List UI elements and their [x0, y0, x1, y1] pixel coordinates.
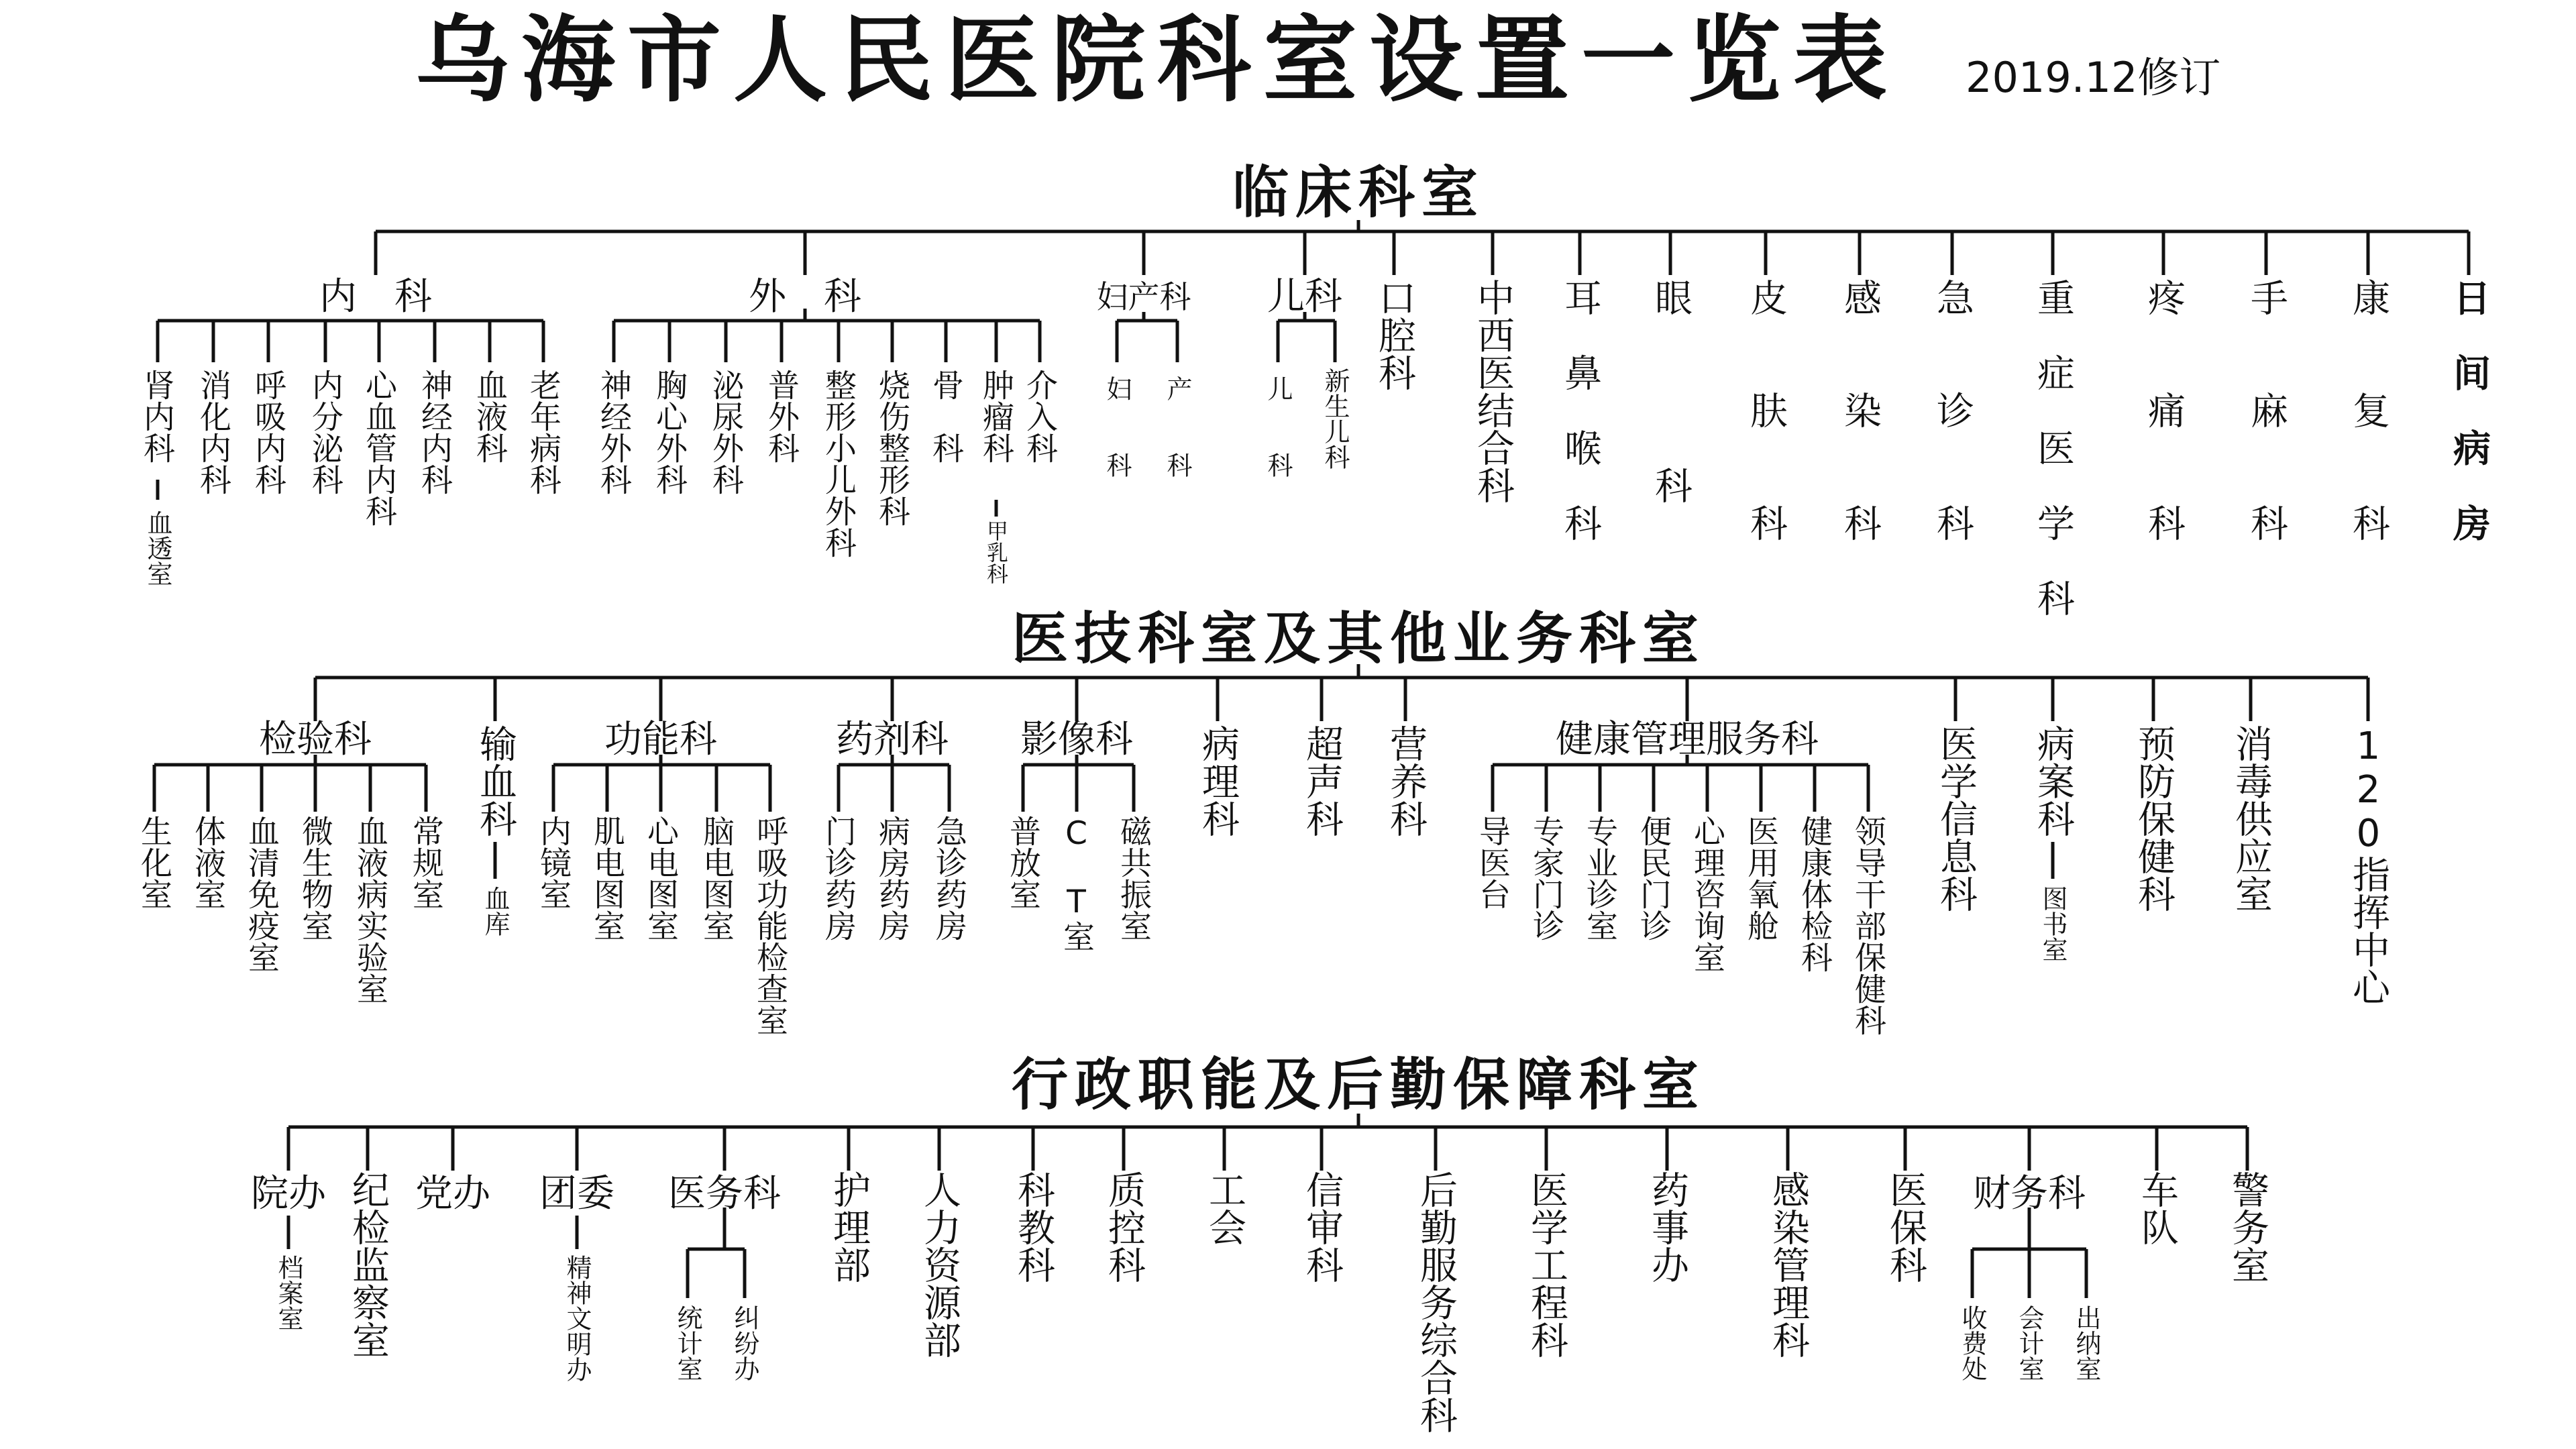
dept-erbihou: 耳 鼻 喉 科 — [1558, 278, 1602, 541]
dept-pifu: 皮 肤 科 — [1744, 278, 1788, 541]
dept-huli: 护理部 — [827, 1171, 871, 1283]
dept-yaoji-sub: 门诊药房 — [820, 815, 857, 941]
dept-caiwu-sub: 收费处 — [1957, 1305, 1987, 1381]
dept-yingxiang-sub: 普放室 — [1004, 815, 1041, 910]
dept-waike-sub: 胸心外科 — [651, 369, 688, 495]
dept-yixuegongcheng: 医学工程科 — [1525, 1171, 1568, 1358]
dept-waike-sub: 骨 科 — [927, 369, 964, 464]
dept-jiankang-sub: 导医台 — [1474, 815, 1511, 910]
dept-yingxiang-sub: 磁共振室 — [1115, 815, 1152, 941]
section-heading-medtech: 医技科室及其他业务科室 — [1011, 605, 1705, 672]
dept-zhikong: 质控科 — [1102, 1171, 1146, 1283]
dept-jianyan-sub: 常规室 — [407, 815, 444, 910]
dept-xuetou: 血透室 — [143, 510, 172, 586]
dept-jianyan-sub: 体液室 — [189, 815, 226, 910]
dept-jianyan-sub: 血液病实验室 — [352, 815, 388, 1004]
dept-jiankang-sub: 心理咨询室 — [1688, 815, 1725, 973]
dept-120: 120指挥中心 — [2347, 724, 2390, 1006]
dept-houqin: 后勤服务综合科 — [1414, 1171, 1458, 1434]
dept-caiwu-sub: 出纳室 — [2072, 1305, 2101, 1381]
dept-zhongzheng: 重 症 医 学 科 — [2031, 278, 2075, 616]
dept-waike-sub: 泌尿外科 — [707, 369, 744, 495]
dept-neike-sub: 肾内科 — [138, 369, 175, 464]
dept-chaosheng: 超声科 — [1300, 724, 1344, 837]
section-heading-admin: 行政职能及后勤保障科室 — [1011, 1051, 1705, 1118]
dept-neike-sub: 内分泌科 — [307, 369, 343, 495]
dept-neike-sub: 消化内科 — [195, 369, 231, 495]
dept-gongneng-sub: 内镜室 — [535, 815, 572, 910]
dept-gongneng: 功能科 — [604, 718, 717, 761]
dept-fuchan-sub: 妇 科 — [1102, 376, 1132, 478]
dept-rijian: 日 间 病 房 — [2447, 278, 2491, 541]
dept-waike-sub: 肿瘤科 — [977, 369, 1014, 464]
dept-jizhen: 急 诊 科 — [1931, 278, 1974, 541]
dept-jingshen: 精神文明办 — [562, 1254, 592, 1382]
dept-jianyan-sub: 血清免疫室 — [243, 815, 280, 973]
dept-fuchan: 妇产科 — [1096, 279, 1191, 316]
dept-yiwu-sub: 统计室 — [673, 1305, 702, 1381]
dept-kejiao: 科教科 — [1012, 1171, 1055, 1283]
dept-zhongxiyi: 中西医结合科 — [1471, 278, 1515, 504]
dept-dangban: 党办 — [415, 1172, 490, 1216]
dept-yaoji-sub: 急诊药房 — [930, 815, 967, 941]
dept-renli: 人力资源部 — [918, 1171, 961, 1358]
dept-gongneng-sub: 肌电图室 — [588, 815, 625, 941]
dept-jiaru: 甲乳科 — [983, 520, 1009, 584]
dept-jianyan-sub: 微生物室 — [297, 815, 333, 941]
dept-jiankang-sub: 专家门诊 — [1527, 815, 1564, 941]
dept-yingxiang-sub: C T室 — [1058, 815, 1095, 952]
dept-waike: 外 科 — [749, 275, 861, 319]
dept-jiankang: 健康管理服务科 — [1556, 718, 1819, 761]
dept-ganran: 感 染 科 — [1838, 278, 1882, 541]
dept-neike-sub: 心血管内科 — [360, 369, 397, 527]
dept-jiankang-sub: 医用氧舱 — [1742, 815, 1779, 941]
dept-fuchan-sub: 产 科 — [1163, 376, 1192, 478]
dept-yiwu: 医务科 — [668, 1172, 781, 1216]
dept-yingyang: 营养科 — [1384, 724, 1428, 837]
dept-gongneng-sub: 心电图室 — [642, 815, 679, 941]
dept-tuanwei: 团委 — [539, 1172, 614, 1216]
dept-tushu: 图书室 — [2038, 885, 2068, 962]
dept-jiankang-sub: 领导干部保健科 — [1849, 815, 1886, 1036]
section-heading-clinical: 临床科室 — [1232, 159, 1485, 225]
dept-jiankang-sub: 专业诊室 — [1581, 815, 1618, 941]
dept-ganranguanli: 感染管理科 — [1766, 1171, 1810, 1358]
dept-xueku: 血库 — [480, 885, 510, 936]
dept-neike-sub: 血液科 — [471, 369, 508, 464]
dept-xinshen: 信审科 — [1300, 1171, 1344, 1283]
dept-yingxiang: 影像科 — [1020, 718, 1133, 761]
dept-erke-sub: 儿 科 — [1263, 376, 1293, 478]
dept-tengtong: 疼 痛 科 — [2142, 278, 2186, 541]
dept-yuanban: 院办 — [251, 1172, 326, 1216]
dept-jiankang-sub: 健康体检科 — [1796, 815, 1833, 973]
dept-yaoji-sub: 病房药房 — [873, 815, 910, 941]
dept-yiwu-sub: 纠纷办 — [730, 1305, 759, 1381]
dept-gongneng-sub: 脑电图室 — [698, 815, 735, 941]
dept-bingli: 病理科 — [1196, 724, 1240, 837]
dept-waike-sub: 普外科 — [763, 369, 800, 464]
dept-waike-sub: 整形小儿外科 — [820, 369, 857, 558]
dept-jingwu: 警务室 — [2226, 1171, 2269, 1283]
dept-neike: 内 科 — [319, 275, 432, 319]
dept-chedui: 车队 — [2135, 1171, 2179, 1246]
dept-caiwu: 财务科 — [1973, 1172, 2086, 1216]
dept-shouma: 手 麻 科 — [2245, 278, 2288, 541]
dept-xiaodu: 消毒供应室 — [2229, 724, 2273, 912]
dept-bingan: 病案科 — [2031, 724, 2075, 837]
dept-waike-sub: 介入科 — [1021, 369, 1058, 464]
dept-gonghui: 工会 — [1203, 1171, 1246, 1246]
dept-jijian: 纪检监察室 — [346, 1171, 390, 1358]
dept-yaoshi: 药事办 — [1646, 1171, 1689, 1283]
dept-shuxue: 输血科 — [474, 724, 517, 837]
dept-erke-sub: 新生儿科 — [1320, 368, 1350, 470]
dept-neike-sub: 神经内科 — [416, 369, 453, 495]
dept-jianyan: 检验科 — [259, 718, 372, 761]
dept-neike-sub: 老年病科 — [525, 369, 561, 495]
dept-neike-sub: 呼吸内科 — [250, 369, 286, 495]
dept-waike-sub: 神经外科 — [595, 369, 632, 495]
dept-dangan: 档案室 — [274, 1254, 303, 1331]
dept-yibao: 医保科 — [1884, 1171, 1927, 1283]
dept-yufang: 预防保健科 — [2132, 724, 2176, 912]
revision-date: 2019.12修订 — [1966, 53, 2221, 102]
dept-caiwu-sub: 会计室 — [2015, 1305, 2044, 1381]
dept-yan: 眼 科 — [1649, 278, 1693, 504]
dept-jianyan-sub: 生化室 — [136, 815, 172, 910]
dept-jiankang-sub: 便民门诊 — [1635, 815, 1672, 941]
page-title: 乌海市人民医院科室设置一览表 — [415, 5, 1899, 115]
dept-waike-sub: 烧伤整形科 — [873, 369, 910, 527]
dept-kouqiang: 口腔科 — [1373, 278, 1416, 391]
dept-yixuexinxi: 医学信息科 — [1934, 724, 1978, 912]
dept-kangfu: 康 复 科 — [2347, 278, 2390, 541]
dept-erke: 儿科 — [1267, 275, 1342, 319]
dept-gongneng-sub: 呼吸功能检查室 — [751, 815, 788, 1036]
dept-yaoji: 药剂科 — [836, 718, 949, 761]
